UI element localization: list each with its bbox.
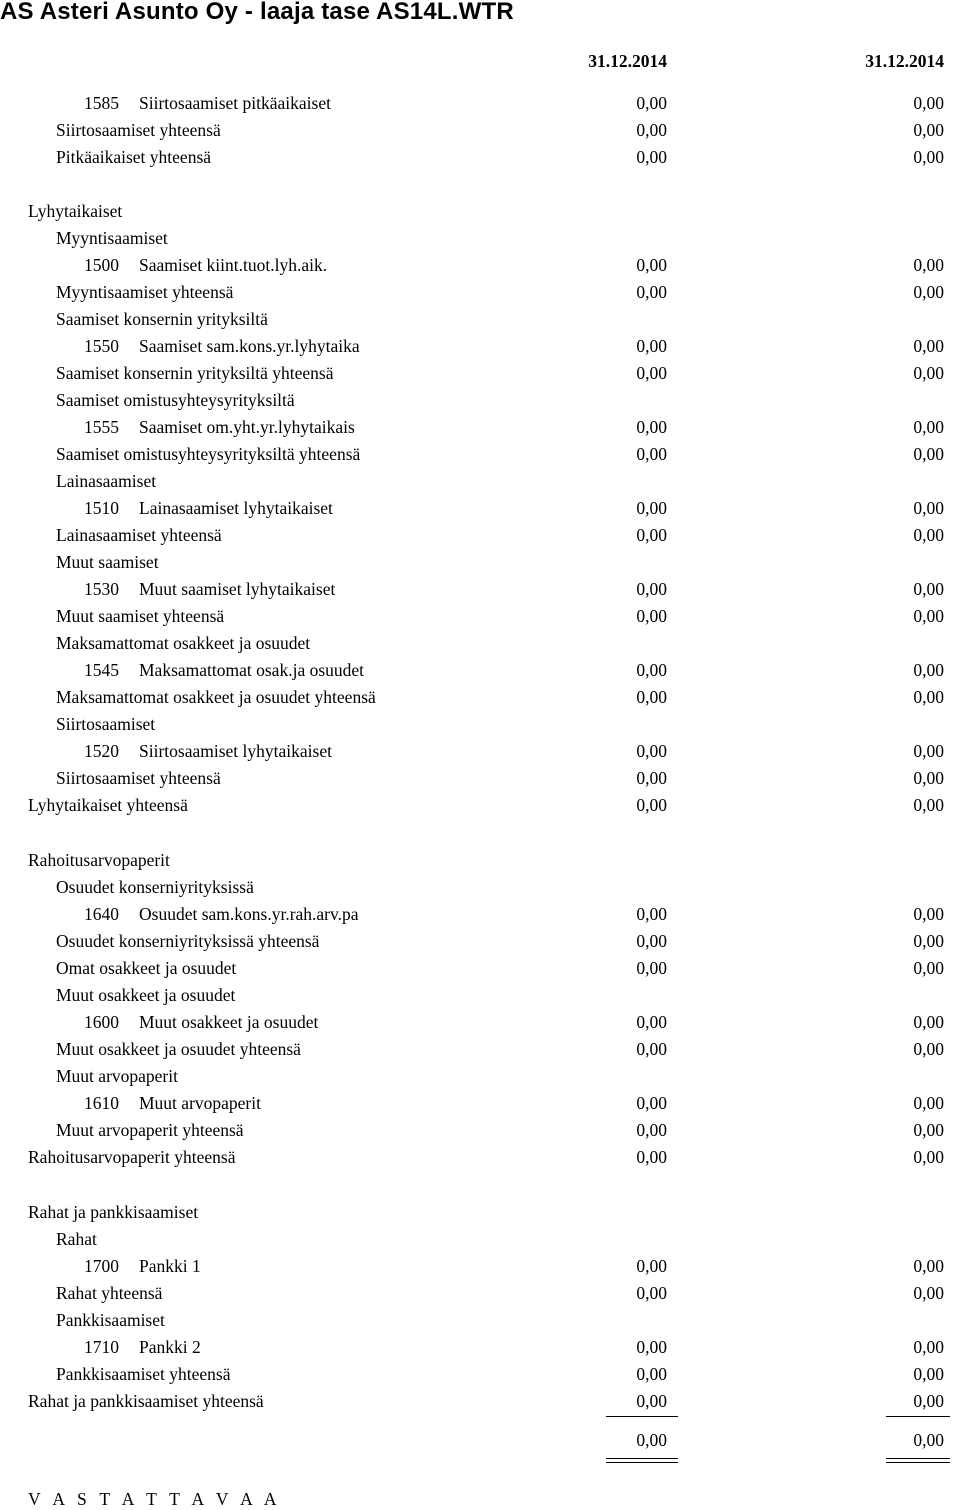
subtotal-row (0, 685, 960, 709)
row-label: Muut osakkeet ja osuudet (56, 985, 236, 1005)
account-row (0, 1010, 960, 1034)
section-heading-row (0, 469, 960, 493)
value-current: 0,00 (636, 687, 667, 707)
row-label: Pankkisaamiset yhteensä (56, 1364, 231, 1384)
row-label: Saamiset kiint.tuot.lyh.aik. (139, 255, 328, 275)
row-label: Omat osakkeet ja osuudet (56, 958, 237, 978)
subtotal-row (0, 1281, 960, 1305)
value-previous: 0,00 (913, 1012, 944, 1032)
value-previous: 0,00 (913, 795, 944, 815)
value-previous: 0,00 (913, 1039, 944, 1059)
grand-total-previous: 0,00 (913, 1430, 944, 1450)
subtotal-row (0, 1362, 960, 1386)
value-current: 0,00 (636, 606, 667, 626)
value-previous: 0,00 (913, 444, 944, 464)
column-header-current: 31.12.2014 (588, 51, 667, 71)
value-previous: 0,00 (913, 120, 944, 140)
row-label: Lyhytaikaiset (28, 201, 123, 221)
value-current: 0,00 (636, 363, 667, 383)
value-current: 0,00 (636, 1012, 667, 1032)
value-previous: 0,00 (913, 336, 944, 356)
subtotal-row (0, 1118, 960, 1142)
account-row (0, 91, 960, 115)
section-heading-row (0, 307, 960, 331)
account-row (0, 577, 960, 601)
row-label: Muut arvopaperit yhteensä (56, 1120, 244, 1140)
value-current: 0,00 (636, 579, 667, 599)
row-label: Saamiset sam.kons.yr.lyhytaika (139, 336, 360, 356)
value-current: 0,00 (636, 958, 667, 978)
account-number: 1640 (84, 904, 119, 924)
account-number: 1710 (84, 1337, 119, 1357)
account-number: 1555 (84, 417, 119, 437)
value-current: 0,00 (636, 904, 667, 924)
double-rule-col1-top (606, 1458, 678, 1459)
row-label: Muut osakkeet ja osuudet (139, 1012, 319, 1032)
double-rule-col2-top (886, 1458, 950, 1459)
value-current: 0,00 (636, 1364, 667, 1384)
row-label: Rahat ja pankkisaamiset (28, 1202, 199, 1222)
value-current: 0,00 (636, 795, 667, 815)
value-previous: 0,00 (913, 147, 944, 167)
value-previous: 0,00 (913, 1391, 944, 1411)
total-rule-col1 (606, 1416, 678, 1417)
value-current: 0,00 (636, 741, 667, 761)
row-label: Rahat ja pankkisaamiset yhteensä (28, 1391, 264, 1411)
account-row (0, 415, 960, 439)
section-heading-row (0, 199, 960, 223)
value-current: 0,00 (636, 336, 667, 356)
section-heading-row (0, 1227, 960, 1251)
value-current: 0,00 (636, 120, 667, 140)
value-current: 0,00 (636, 1283, 667, 1303)
value-previous: 0,00 (913, 93, 944, 113)
section-heading-row (0, 848, 960, 872)
subtotal-row (0, 604, 960, 628)
account-number: 1545 (84, 660, 119, 680)
subtotal-row (0, 1389, 960, 1413)
value-current: 0,00 (636, 1039, 667, 1059)
row-label: Pankki 1 (139, 1256, 201, 1276)
section-heading-row (0, 875, 960, 899)
value-current: 0,00 (636, 1256, 667, 1276)
row-label: Muut saamiset lyhytaikaiset (139, 579, 336, 599)
subtotal-row (0, 280, 960, 304)
account-row (0, 253, 960, 277)
account-number: 1610 (84, 1093, 119, 1113)
grand-total-current: 0,00 (636, 1430, 667, 1450)
value-current: 0,00 (636, 768, 667, 788)
value-current: 0,00 (636, 660, 667, 680)
value-current: 0,00 (636, 282, 667, 302)
row-label: Saamiset omistusyhteysyrityksiltä yhteensä (56, 444, 361, 464)
row-label: Lainasaamiset yhteensä (56, 525, 222, 545)
value-previous: 0,00 (913, 958, 944, 978)
total-rule-col2 (886, 1416, 950, 1417)
account-row (0, 658, 960, 682)
value-current: 0,00 (636, 1147, 667, 1167)
subtotal-row (0, 442, 960, 466)
value-previous: 0,00 (913, 768, 944, 788)
subtotal-row (0, 118, 960, 142)
value-previous: 0,00 (913, 1093, 944, 1113)
row-label: Lyhytaikaiset yhteensä (28, 795, 188, 815)
row-label: Siirtosaamiset lyhytaikaiset (139, 741, 332, 761)
row-label: Muut arvopaperit (139, 1093, 261, 1113)
value-current: 0,00 (636, 93, 667, 113)
row-label: Myyntisaamiset (56, 228, 168, 248)
row-label: Pankkisaamiset (56, 1310, 165, 1330)
value-previous: 0,00 (913, 660, 944, 680)
subtotal-row (0, 523, 960, 547)
row-label: Maksamattomat osakkeet ja osuudet (56, 633, 311, 653)
row-label: Maksamattomat osak.ja osuudet (139, 660, 365, 680)
row-label: Rahoitusarvopaperit yhteensä (28, 1147, 236, 1167)
section-heading-row (0, 1308, 960, 1332)
row-label: Pitkäaikaiset yhteensä (56, 147, 212, 167)
row-label: Lainasaamiset (56, 471, 157, 491)
value-current: 0,00 (636, 1391, 667, 1411)
value-current: 0,00 (636, 255, 667, 275)
account-number: 1600 (84, 1012, 119, 1032)
row-label: Osuudet konserniyrityksissä (56, 877, 254, 897)
row-label: Siirtosaamiset yhteensä (56, 120, 221, 140)
report-title: AS Asteri Asunto Oy - laaja tase AS14L.WTR (0, 0, 514, 25)
value-previous: 0,00 (913, 606, 944, 626)
row-label: Muut arvopaperit (56, 1066, 178, 1086)
row-label: Muut saamiset (56, 552, 159, 572)
account-row (0, 496, 960, 520)
value-current: 0,00 (636, 931, 667, 951)
subtotal-row (0, 1145, 960, 1169)
value-previous: 0,00 (913, 741, 944, 761)
value-previous: 0,00 (913, 1364, 944, 1384)
row-label: Rahat (56, 1229, 97, 1249)
account-row (0, 1335, 960, 1359)
value-previous: 0,00 (913, 363, 944, 383)
subtotal-row (0, 956, 960, 980)
account-number: 1510 (84, 498, 119, 518)
section-heading-row (0, 631, 960, 655)
double-rule-col1-bottom (606, 1462, 678, 1463)
row-label: Lainasaamiset lyhytaikaiset (139, 498, 333, 518)
account-number: 1500 (84, 255, 119, 275)
subtotal-row (0, 361, 960, 385)
subtotal-row (0, 1037, 960, 1061)
row-label: Saamiset om.yht.yr.lyhytaikais (139, 417, 355, 437)
value-current: 0,00 (636, 147, 667, 167)
subtotal-row (0, 145, 960, 169)
row-label: Siirtosaamiset pitkäaikaiset (139, 93, 331, 113)
account-row (0, 739, 960, 763)
section-footer: V A S T A T T A V A A (28, 1489, 281, 1509)
value-current: 0,00 (636, 525, 667, 545)
account-row (0, 334, 960, 358)
value-previous: 0,00 (913, 417, 944, 437)
row-label: Siirtosaamiset yhteensä (56, 768, 221, 788)
double-rule-col2-bottom (886, 1462, 950, 1463)
value-previous: 0,00 (913, 904, 944, 924)
row-label: Rahat yhteensä (56, 1283, 163, 1303)
value-current: 0,00 (636, 444, 667, 464)
row-label: Siirtosaamiset (56, 714, 156, 734)
row-label: Osuudet sam.kons.yr.rah.arv.pa (139, 904, 359, 924)
grand-total-row (0, 1428, 960, 1452)
value-previous: 0,00 (913, 931, 944, 951)
account-number: 1550 (84, 336, 119, 356)
row-label: Muut saamiset yhteensä (56, 606, 225, 626)
account-row (0, 902, 960, 926)
value-previous: 0,00 (913, 1120, 944, 1140)
value-previous: 0,00 (913, 1256, 944, 1276)
section-heading-row (0, 388, 960, 412)
row-label: Saamiset konsernin yrityksiltä yhteensä (56, 363, 334, 383)
subtotal-row (0, 929, 960, 953)
value-previous: 0,00 (913, 498, 944, 518)
subtotal-row (0, 793, 960, 817)
section-heading-row (0, 983, 960, 1007)
column-header-previous: 31.12.2014 (865, 51, 944, 71)
value-current: 0,00 (636, 498, 667, 518)
value-previous: 0,00 (913, 687, 944, 707)
value-previous: 0,00 (913, 255, 944, 275)
account-number: 1700 (84, 1256, 119, 1276)
value-current: 0,00 (636, 1120, 667, 1140)
account-row (0, 1091, 960, 1115)
row-label: Rahoitusarvopaperit (28, 850, 170, 870)
row-label: Saamiset omistusyhteysyrityksiltä (56, 390, 295, 410)
section-heading-row (0, 1064, 960, 1088)
subtotal-row (0, 766, 960, 790)
value-previous: 0,00 (913, 282, 944, 302)
row-label: Saamiset konsernin yrityksiltä (56, 309, 268, 329)
value-current: 0,00 (636, 417, 667, 437)
section-heading-row (0, 1200, 960, 1224)
section-heading-row (0, 712, 960, 736)
account-number: 1530 (84, 579, 119, 599)
account-row (0, 1254, 960, 1278)
value-previous: 0,00 (913, 1147, 944, 1167)
value-previous: 0,00 (913, 1337, 944, 1357)
section-heading-row (0, 226, 960, 250)
value-previous: 0,00 (913, 579, 944, 599)
value-current: 0,00 (636, 1337, 667, 1357)
row-label: Maksamattomat osakkeet ja osuudet yhteensä (56, 687, 376, 707)
row-label: Myyntisaamiset yhteensä (56, 282, 234, 302)
account-number: 1520 (84, 741, 119, 761)
value-current: 0,00 (636, 1093, 667, 1113)
row-label: Muut osakkeet ja osuudet yhteensä (56, 1039, 301, 1059)
account-number: 1585 (84, 93, 119, 113)
row-label: Osuudet konserniyrityksissä yhteensä (56, 931, 320, 951)
row-label: Pankki 2 (139, 1337, 201, 1357)
section-heading-row (0, 550, 960, 574)
value-previous: 0,00 (913, 1283, 944, 1303)
value-previous: 0,00 (913, 525, 944, 545)
